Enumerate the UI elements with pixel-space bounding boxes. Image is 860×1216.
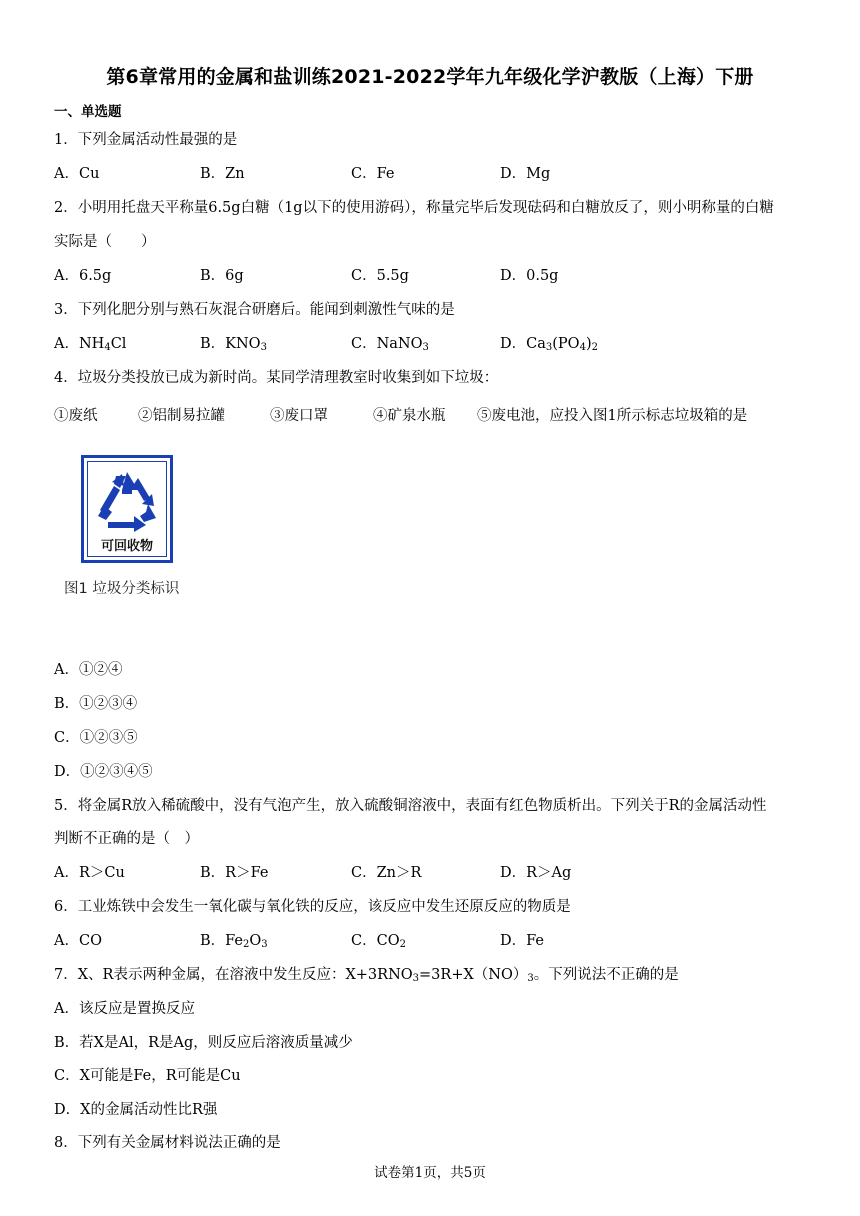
- question-2-stem-line1: 2．小明用托盘天平称量6.5g白糖（1g以下的使用游码），称量完毕后发现砝码和白糖放反了，则小明称量的白糖: [54, 200, 774, 216]
- question-4-stem: 4．垃圾分类投放已成为新时尚。某同学清理教室时收集到如下垃圾：: [54, 370, 499, 386]
- option-b[interactable]: [200, 929, 268, 950]
- question-2-stem-line2: 实际是（ ）: [54, 234, 156, 250]
- option-c[interactable]: [351, 332, 429, 353]
- waste-item-5: ⑤废电池，应投入图1所示标志垃圾箱的是: [477, 408, 748, 424]
- option-c[interactable]: C．X可能是Fe，R可能是Cu: [54, 1068, 241, 1084]
- q7-stem-part2: =3R+X（NO: [419, 967, 513, 983]
- subscript: 4: [104, 342, 111, 353]
- subscript: 3: [545, 342, 553, 353]
- question-2-options: [54, 264, 814, 284]
- subscript: 2: [399, 939, 406, 950]
- option-c[interactable]: [351, 929, 406, 950]
- question-3-options: [54, 332, 814, 352]
- subscript: 3: [527, 973, 534, 984]
- figure-caption: 图1 垃圾分类标识: [64, 581, 180, 597]
- subscript: 3: [261, 939, 268, 950]
- subscript: 3: [412, 973, 420, 984]
- option-a[interactable]: A．该反应是置换反应: [54, 1001, 195, 1017]
- question-6-options: [54, 929, 814, 949]
- option-b-text-2: O: [249, 933, 262, 949]
- option-c[interactable]: C．①②③⑤: [54, 730, 138, 746]
- recycle-icon: [90, 466, 164, 532]
- option-a[interactable]: A．Cu: [54, 166, 100, 182]
- subscript: 3: [422, 342, 429, 353]
- option-b[interactable]: B．①②③④: [54, 696, 138, 712]
- option-a[interactable]: [54, 332, 126, 353]
- option-d[interactable]: D．Mg: [500, 166, 551, 182]
- option-c-text: C．CO: [351, 933, 400, 949]
- option-b[interactable]: B．Zn: [200, 166, 245, 182]
- question-5-options: [54, 861, 814, 881]
- question-3-stem: 3．下列化肥分别与熟石灰混合研磨后。能闻到刺激性气味的是: [54, 302, 455, 318]
- option-a[interactable]: A．CO: [54, 933, 102, 949]
- option-d[interactable]: D．①②③④⑤: [54, 764, 153, 780]
- option-b[interactable]: [200, 332, 267, 353]
- question-1-options: [54, 162, 814, 182]
- option-b-text: B．Fe: [200, 933, 244, 949]
- subscript: 4: [579, 342, 586, 353]
- option-d[interactable]: D．0.5g: [500, 268, 559, 284]
- option-d-text-3: ): [585, 336, 592, 352]
- option-a-text: A．NH: [54, 336, 105, 352]
- option-d[interactable]: D．X的金属活动性比R强: [54, 1102, 218, 1118]
- subscript: 3: [260, 342, 267, 353]
- subscript: 2: [243, 939, 250, 950]
- option-b-text: B．KNO: [200, 336, 261, 352]
- question-7-stem: [54, 963, 679, 984]
- question-8-stem: 8．下列有关金属材料说法正确的是: [54, 1135, 281, 1151]
- question-5-stem-line1: 5．将金属R放入稀硫酸中，没有气泡产生，放入硫酸铜溶液中，表面有红色物质析出。下列关于R的金属活动性: [54, 798, 767, 814]
- option-c[interactable]: C．Zn＞R: [351, 865, 422, 881]
- option-d[interactable]: D．Fe: [500, 933, 544, 949]
- question-6-stem: 6．工业炼铁中会发生一氧化碳与氧化铁的反应，该反应中发生还原反应的物质是: [54, 899, 571, 915]
- option-b[interactable]: B．若X是Al，R是Ag，则反应后溶液质量减少: [54, 1035, 353, 1051]
- option-a[interactable]: A．①②④: [54, 662, 123, 678]
- page-footer: 试卷第1页，共5页: [374, 1165, 486, 1181]
- recyclable-sign: [81, 455, 173, 563]
- section-heading: 一、单选题: [54, 104, 122, 120]
- waste-item-4: ④矿泉水瓶: [373, 408, 446, 424]
- option-c[interactable]: C．5.5g: [351, 268, 409, 284]
- waste-item-3: ③废口罩: [270, 408, 328, 424]
- waste-item-2: ②铝制易拉罐: [138, 408, 225, 424]
- question-4-items: [54, 404, 814, 424]
- option-a[interactable]: A．6.5g: [54, 268, 112, 284]
- option-d-text-2: (PO: [552, 336, 580, 352]
- option-a-text-2: Cl: [110, 336, 127, 352]
- question-1-stem: 1．下列金属活动性最强的是: [54, 132, 238, 148]
- q7-stem-part1: 7．X、R表示两种金属，在溶液中发生反应：X+3RNO: [54, 967, 413, 983]
- waste-item-1: ①废纸: [54, 408, 98, 424]
- sign-label: 可回收物: [100, 539, 153, 554]
- option-c[interactable]: C．Fe: [351, 166, 395, 182]
- option-c-text: C．NaNO: [351, 336, 423, 352]
- q7-stem-part3: ）: [512, 967, 528, 983]
- option-d[interactable]: D．R＞Ag: [500, 865, 572, 881]
- option-d-text: D．Ca: [500, 336, 546, 352]
- option-b[interactable]: B．6g: [200, 268, 244, 284]
- subscript: 2: [591, 342, 598, 353]
- option-b[interactable]: B．R＞Fe: [200, 865, 269, 881]
- q7-stem-part4: 。下列说法不正确的是: [533, 967, 679, 983]
- question-5-stem-line2: 判断不正确的是（ ）: [54, 831, 199, 847]
- option-d[interactable]: [500, 332, 598, 353]
- page-title: 第6章常用的金属和盐训练2021-2022学年九年级化学沪教版（上海）下册: [106, 66, 754, 88]
- option-a[interactable]: A．R＞Cu: [54, 865, 125, 881]
